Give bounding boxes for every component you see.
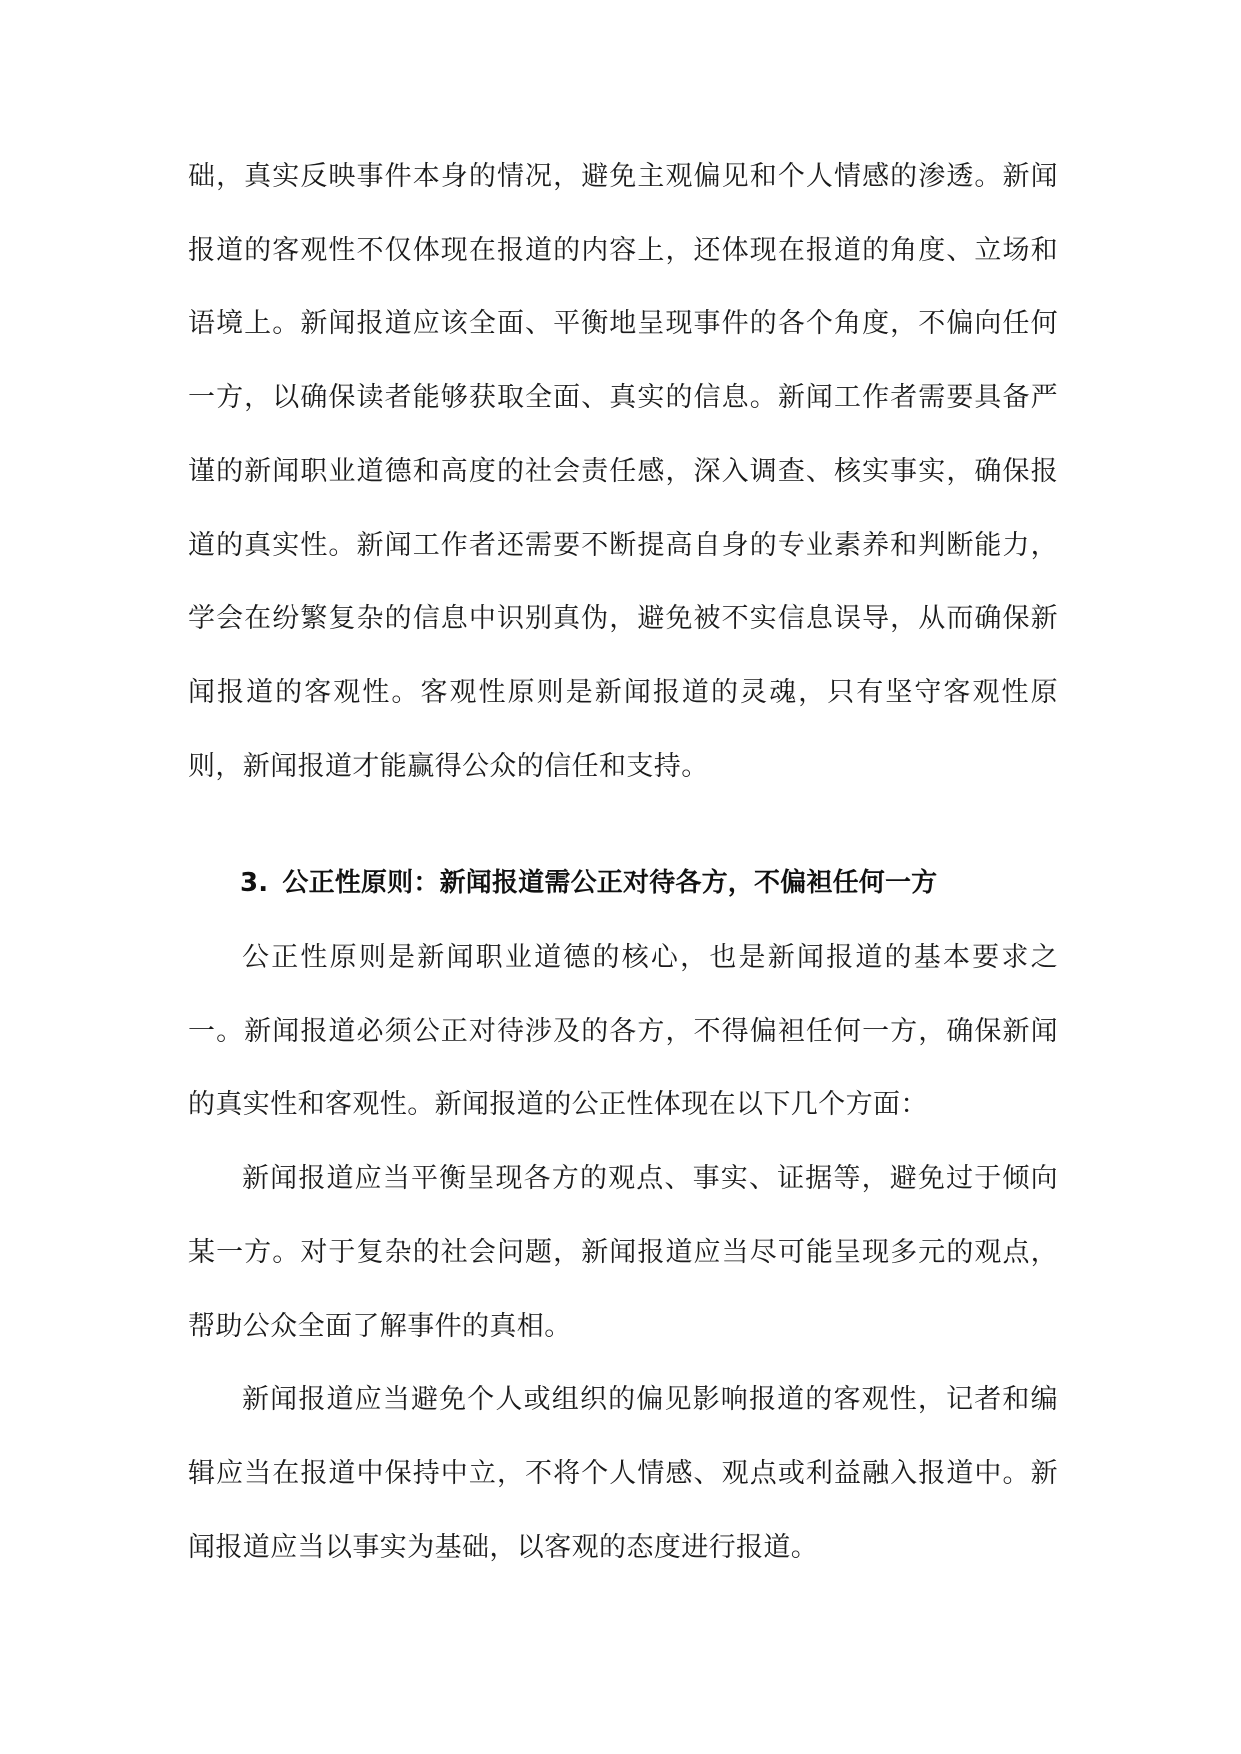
paragraph-continued: 础，真实反映事件本身的情况，避免主观偏见和个人情感的渗透。新闻报道的客观性不仅体现在报道的内容上，还体现在报道的角度、立场和语境上。新闻报道应该全面、平衡地呈现事件的各个角度，不偏向任何一方，以确保读者能够获取全面、真实的信息。新闻工作者需要具备严谨的新闻职业道德和高度的社会责任感，深入调查、核实事实，确保报道的真实性。新闻工作者还需要不断提高自身的专业素养和判断能力，学会在纷繁复杂的信息中识别真伪，避免被不实信息误导，从而确保新闻报道的客观性。客观性原则是新闻报道的灵魂，只有坚守客观性原则，新闻报道才能赢得公众的信任和支持。 (188, 161, 1058, 782)
paragraph-2: 新闻报道应当平衡呈现各方的观点、事实、证据等，避免过于倾向某一方。对于复杂的社会问题，新闻报道应当尽可能呈现多元的观点，帮助公众全面了解事件的真相。 (188, 1163, 1058, 1342)
section-title: 公正性原则：新闻报道需公正对待各方，不偏袒任何一方 (282, 868, 938, 899)
document-body (188, 140, 1058, 1584)
paragraph-1: 公正性原则是新闻职业道德的核心，也是新闻报道的基本要求之一。新闻报道必须公正对待涉及的各方，不得偏袒任何一方，确保新闻的真实性和客观性。新闻报道的公正性体现在以下几个方面： (188, 942, 1058, 1121)
section-number: 3. (240, 868, 269, 899)
section-heading (188, 847, 1058, 921)
paragraph-3: 新闻报道应当避免个人或组织的偏见影响报道的客观性，记者和编辑应当在报道中保持中立，不将个人情感、观点或利益融入报道中。新闻报道应当以事实为基础，以客观的态度进行报道。 (188, 1384, 1058, 1563)
